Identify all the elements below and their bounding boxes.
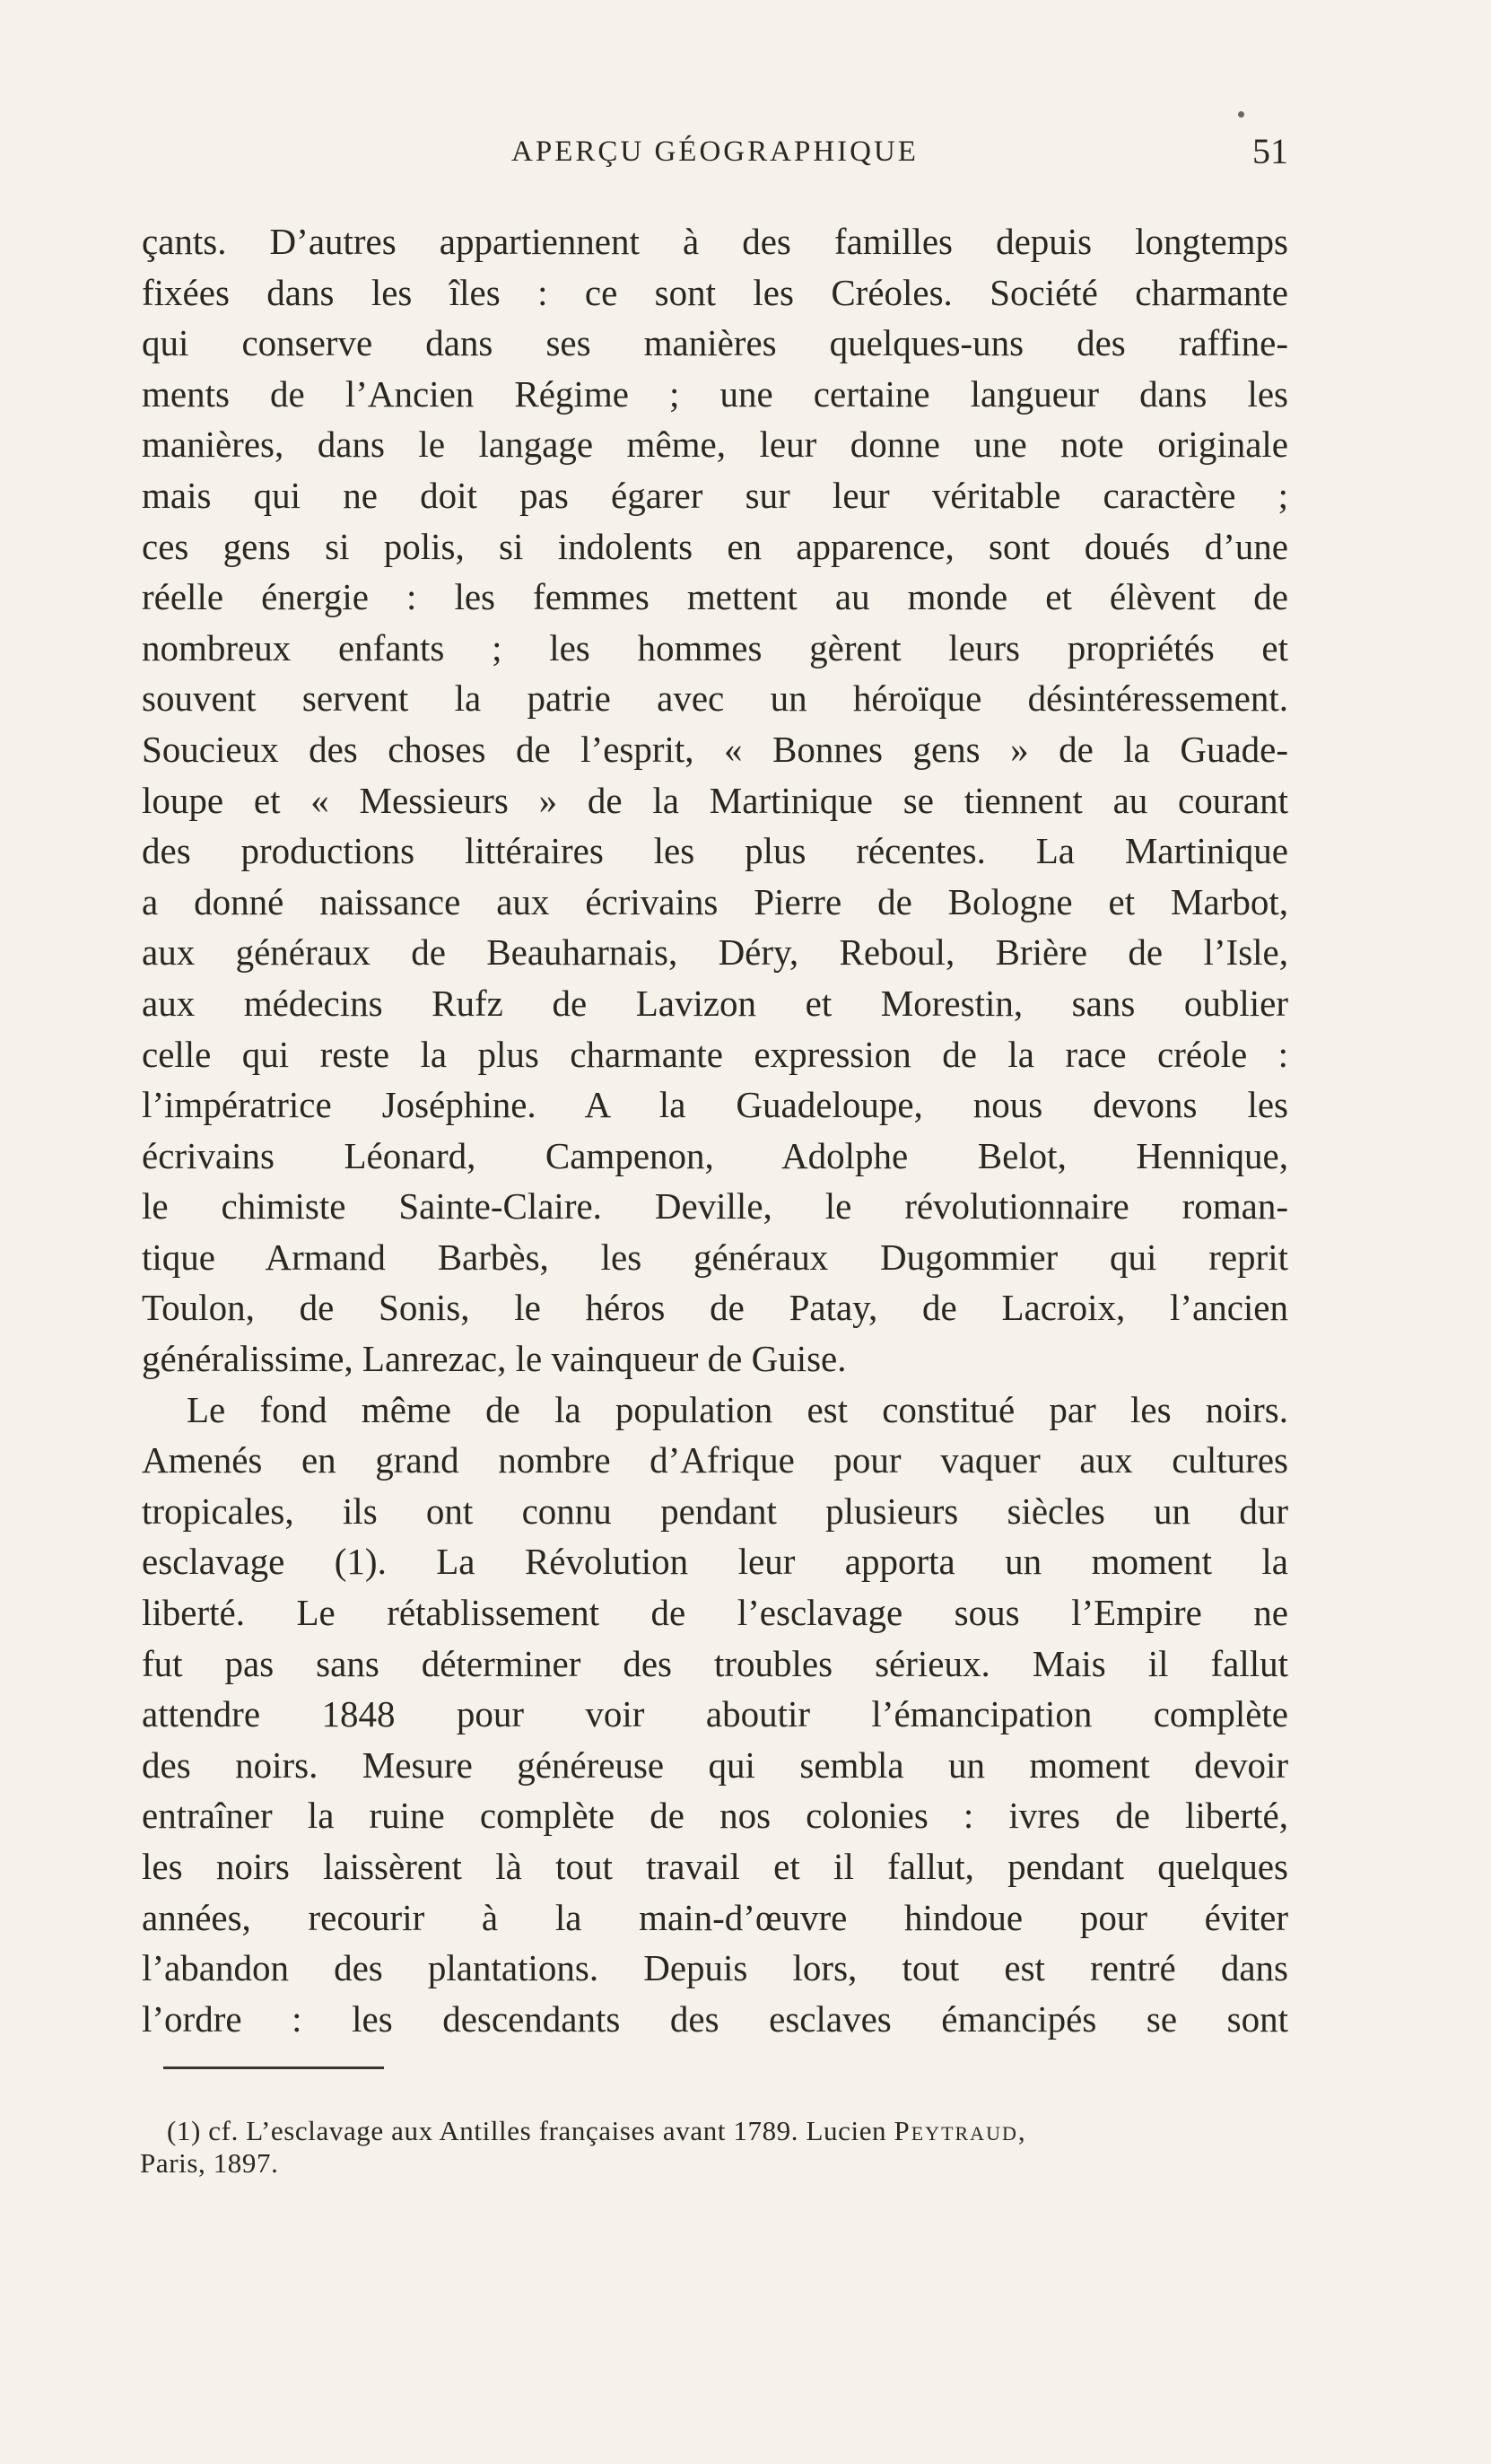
page-header (142, 131, 1288, 176)
text-line: le chimiste Sainte-Claire. Deville, le révolutionnaire roman- (142, 1185, 1288, 1228)
ink-speck (1238, 111, 1244, 118)
text-line: fut pas sans déterminer des troubles sérieux. Mais il fallut (142, 1642, 1288, 1684)
text-line: Amenés en grand nombre d’Afrique pour vaquer aux cultures (142, 1439, 1288, 1481)
paragraph-first-line: Le fond même de la population est constitué par les noirs. (187, 1388, 1288, 1430)
footnote-line (167, 2115, 1288, 2147)
text-line: aux médecins Rufz de Lavizon et Morestin, sans oublier (142, 982, 1288, 1024)
text-line: entraîner la ruine complète de nos colonies : ivres de liberté, (142, 1795, 1288, 1837)
text-line: tique Armand Barbès, les généraux Dugommier qui reprit (142, 1236, 1288, 1278)
text-line: ces gens si polis, si indolents en apparence, sont doués d’une (142, 525, 1288, 567)
text-line: souvent servent la patrie avec un héroïque désintéressement. (142, 677, 1288, 720)
text-line: des productions littéraires les plus récentes. La Martinique (142, 830, 1288, 872)
text-line: çants. D’autres appartiennent à des familles depuis longtemps (142, 221, 1288, 262)
text-line: a donné naissance aux écrivains Pierre de Bologne et Marbot, (142, 880, 1288, 922)
body-text (142, 216, 1288, 2044)
text-line: liberté. Le rétablissement de l’esclavage sous l’Empire ne (142, 1592, 1288, 1634)
text-line: nombreux enfants ; les hommes gèrent leurs propriétés et (142, 626, 1288, 668)
text-line: l’ordre : les descendants des esclaves émancipés se sont (142, 1997, 1288, 2040)
text-line: Toulon, de Sonis, le héros de Patay, de Lacroix, l’ancien (142, 1287, 1288, 1329)
text-line: les noirs laissèrent là tout travail et il fallut, pendant quelques (142, 1846, 1288, 1887)
text-line: Soucieux des choses de l’esprit, « Bonnes gens » de la Guade- (142, 728, 1288, 770)
footnote-rule (163, 2066, 384, 2069)
text-line: ments de l’Ancien Régime ; une certaine langueur dans les (142, 372, 1288, 415)
footnote-line-continued: Paris, 1897. (140, 2147, 279, 2179)
footnote (140, 2115, 1288, 2180)
text-line: l’impératrice Joséphine. A la Guadeloupe, nous devons les (142, 1084, 1288, 1126)
text-line: qui conserve dans ses manières quelques-uns des raffine- (142, 322, 1288, 364)
paragraph-end-line: généralissime, Lanrezac, le vainqueur de Guise. (142, 1338, 847, 1380)
text-line: loupe et « Messieurs » de la Martinique se tiennent au courant (142, 779, 1288, 821)
text-line: années, recourir à la main-d’œuvre hindoue pour éviter (142, 1896, 1288, 1938)
text-line: aux généraux de Beauharnais, Déry, Reboul, Brière de l’Isle, (142, 931, 1288, 974)
text-line: fixées dans les îles : ce sont les Créoles. Société charmante (142, 271, 1288, 313)
running-title: APERÇU GÉOGRAPHIQUE (511, 135, 919, 168)
text-line: esclavage (1). La Révolution leur apporta un moment la (142, 1541, 1288, 1583)
text-line: attendre 1848 pour voir aboutir l’émancipation complète (142, 1693, 1288, 1735)
text-line: des noirs. Mesure généreuse qui sembla un moment devoir (142, 1743, 1288, 1786)
text-line: tropicales, ils ont connu pendant plusieurs siècles un dur (142, 1490, 1288, 1532)
text-line: l’abandon des plantations. Depuis lors, tout est rentré dans (142, 1947, 1288, 1989)
text-line: manières, dans le langage même, leur donne une note originale (142, 424, 1288, 466)
footnote-punct: , (1017, 2115, 1026, 2146)
footnote-author: Peytraud (894, 2115, 1018, 2146)
text-line: écrivains Léonard, Campenon, Adolphe Belot, Hennique, (142, 1134, 1288, 1176)
text-line: réelle énergie : les femmes mettent au monde et élèvent de (142, 576, 1288, 618)
text-line: celle qui reste la plus charmante expression de la race créole : (142, 1033, 1288, 1075)
footnote-text: (1) cf. L’esclavage aux Antilles françaises avant 1789. Lucien (167, 2115, 894, 2146)
page-number: 51 (1252, 131, 1288, 171)
text-line: mais qui ne doit pas égarer sur leur véritable caractère ; (142, 474, 1288, 516)
